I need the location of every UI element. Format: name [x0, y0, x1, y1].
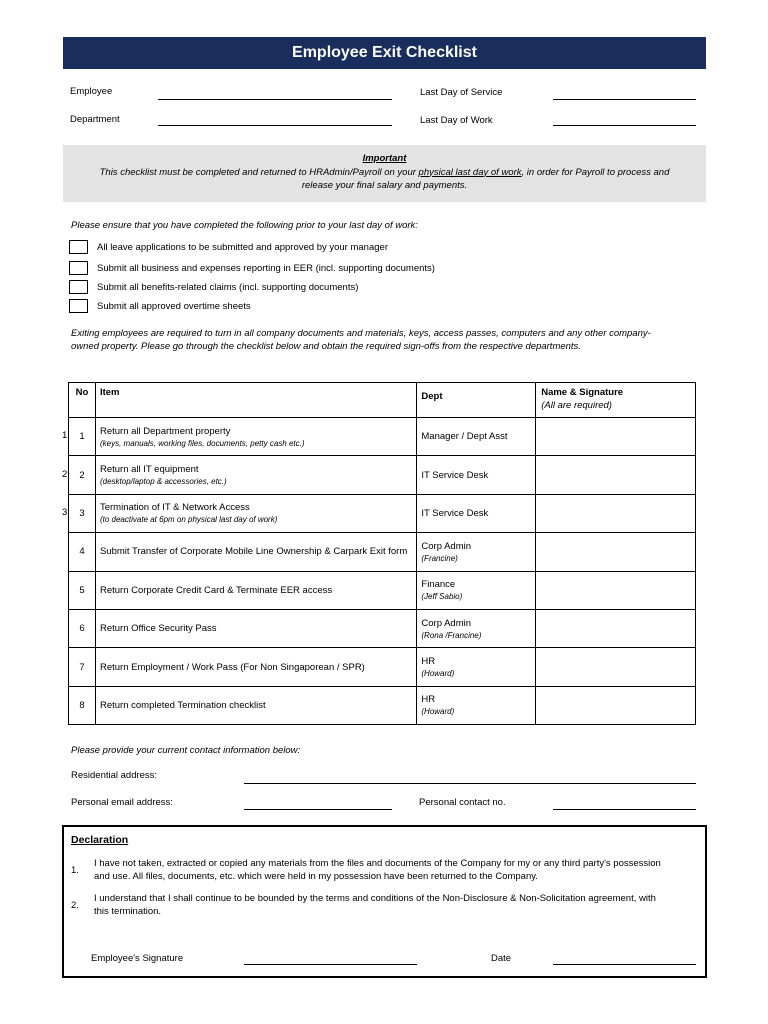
important-heading: Important [362, 153, 407, 164]
declaration-line: this termination. [94, 906, 162, 917]
row-dept-label: Finance [421, 579, 456, 591]
header-no: No [69, 383, 96, 418]
declaration-line: I understand that I shall continue to be bounded by the terms and conditions of the Non-Disclosure & Non-Solicitation agreement, with [94, 893, 656, 904]
prior-checkbox[interactable] [69, 261, 88, 275]
row-item-label: Termination of IT & Network Access [99, 502, 250, 514]
row-signature-cell[interactable] [536, 418, 696, 456]
row-item [95, 609, 416, 647]
exiting-note [71, 327, 711, 353]
declaration-title: Declaration [71, 834, 129, 846]
row-number: 4 [69, 533, 96, 571]
table-row [69, 609, 696, 647]
prior-item-label: Submit all business and expenses reporting in EER (incl. supporting documents) [97, 262, 435, 274]
declaration-number: 1. [71, 865, 79, 876]
row-item-sub: (keys, manuals, working files, documents, petty cash etc.) [99, 438, 305, 448]
row-number: 2 [69, 456, 96, 494]
row-dept [417, 648, 536, 686]
last-day-work-label: Last Day of Work [420, 115, 493, 126]
row-item [95, 494, 416, 532]
row-item [95, 533, 416, 571]
row-item-label: Return completed Termination checklist [99, 699, 266, 711]
signature-label: Employee's Signature [91, 953, 184, 964]
prior-checkbox[interactable] [69, 280, 88, 294]
row-item-label: Return all IT equipment [99, 464, 199, 476]
row-signature-cell[interactable] [536, 648, 696, 686]
table-row [69, 418, 696, 456]
table-row [69, 686, 696, 724]
row-item-label: Return all Department property [99, 425, 231, 437]
header-sign-sub: (All are required) [541, 400, 612, 411]
row-signature-cell[interactable] [536, 533, 696, 571]
table-row [69, 494, 696, 532]
employee-field[interactable] [158, 99, 392, 100]
row-dept [417, 571, 536, 609]
row-dept-label: Corp Admin [421, 540, 472, 552]
row-number: 6 [69, 609, 96, 647]
address-label: Residential address: [71, 770, 158, 781]
row-item-label: Return Employment / Work Pass (For Non Singaporean / SPR) [99, 661, 365, 673]
table-row [69, 533, 696, 571]
department-field[interactable] [158, 125, 392, 126]
row-signature-cell[interactable] [536, 686, 696, 724]
row-number: 7 [69, 648, 96, 686]
contact-intro: Please provide your current contact information below: [71, 745, 301, 756]
row-item [95, 648, 416, 686]
prior-item-row [69, 261, 435, 275]
employee-label: Employee [70, 86, 113, 97]
prior-item-label: Submit all benefits-related claims (incl. supporting documents) [97, 281, 359, 293]
prior-item-label: All leave applications to be submitted and approved by your manager [97, 241, 388, 253]
row-number: 5 [69, 571, 96, 609]
row-number: 8 [69, 686, 96, 724]
important-notice [63, 145, 706, 202]
row-item [95, 456, 416, 494]
email-label: Personal email address: [71, 797, 173, 808]
row-dept-label: HR [421, 694, 436, 706]
declaration-item [94, 857, 694, 883]
row-dept [417, 494, 536, 532]
side-number: 3 [62, 507, 68, 518]
header-item: Item [95, 383, 416, 418]
exiting-note-line-2: owned property. Please go through the checklist below and obtain the required sign-offs from the respective departments. [71, 341, 581, 352]
table-row [69, 456, 696, 494]
important-line-2: release your final salary and payments. [301, 180, 468, 191]
row-signature-cell[interactable] [536, 494, 696, 532]
last-day-service-field[interactable] [553, 99, 696, 100]
row-dept [417, 609, 536, 647]
prior-intro: Please ensure that you have completed the following prior to your last day of work: [71, 220, 418, 231]
table-row [69, 648, 696, 686]
row-item [95, 418, 416, 456]
last-day-work-field[interactable] [553, 125, 696, 126]
important-line-1 [63, 166, 706, 180]
table-row [69, 571, 696, 609]
physical-last-day-text: physical last day of work [418, 166, 522, 178]
phone-field[interactable] [553, 809, 696, 810]
declaration-line: and use. All files, documents, etc. which were held in my possession have been returned to the Company. [94, 871, 538, 882]
row-signature-cell[interactable] [536, 609, 696, 647]
row-number: 1 [69, 418, 96, 456]
row-signature-cell[interactable] [536, 571, 696, 609]
row-dept [417, 533, 536, 571]
declaration-number: 2. [71, 900, 79, 911]
row-dept-label: Corp Admin [421, 617, 472, 629]
department-label: Department [70, 114, 120, 125]
row-dept-label: Manager / Dept Asst [421, 431, 508, 443]
row-item [95, 571, 416, 609]
row-dept-label: HR [421, 656, 436, 668]
row-dept [417, 686, 536, 724]
row-item-label: Return Office Security Pass [99, 623, 217, 635]
prior-item-row [69, 240, 388, 254]
row-number: 3 [69, 494, 96, 532]
row-dept-label: IT Service Desk [421, 507, 489, 519]
row-signature-cell[interactable] [536, 456, 696, 494]
row-dept-label: IT Service Desk [421, 469, 489, 481]
signature-field[interactable] [244, 964, 417, 965]
row-dept-sub: (Howard) [421, 707, 455, 717]
exiting-note-line-1: Exiting employees are required to turn in all company documents and materials, keys, access passes, computers and any other company- [71, 328, 651, 339]
important-line-1-post: , in order for Payroll to process and [521, 166, 670, 178]
header-dept-label: Dept [421, 391, 443, 402]
row-dept-sub: (Jeff Sabio) [421, 592, 463, 602]
row-dept-sub: (Rona /Francine) [421, 630, 482, 640]
prior-checkbox[interactable] [69, 240, 88, 254]
page-title: Employee Exit Checklist [63, 37, 706, 69]
row-dept [417, 418, 536, 456]
row-item-label: Return Corporate Credit Card & Terminate EER access [99, 584, 333, 596]
header-sign [536, 383, 696, 418]
row-dept-sub: (Howard) [421, 669, 455, 679]
header-dept [417, 383, 536, 418]
row-dept [417, 456, 536, 494]
prior-checkbox[interactable] [69, 299, 88, 313]
row-item-label: Submit Transfer of Corporate Mobile Line Ownership & Carpark Exit form [99, 546, 408, 558]
last-day-service-label: Last Day of Service [420, 87, 503, 98]
date-field[interactable] [553, 964, 696, 965]
row-item-sub: (desktop/laptop & accessories, etc.) [99, 477, 227, 487]
side-number: 1 [62, 430, 68, 441]
declaration-item [94, 892, 694, 918]
important-line-1-pre: This checklist must be completed and returned to HRAdmin/Payroll on your [99, 166, 419, 178]
declaration-line: I have not taken, extracted or copied any materials from the files and documents of the Company for my or any third party's possession [94, 858, 661, 869]
header-sign-label: Name & Signature [541, 387, 624, 398]
prior-item-row [69, 299, 251, 313]
exit-checklist-table [68, 382, 696, 725]
row-item [95, 686, 416, 724]
email-field[interactable] [244, 809, 392, 810]
date-label: Date [491, 953, 512, 964]
row-item-sub: (to deactivate at 6pm on physical last day of work) [99, 515, 278, 525]
table-header-row [69, 383, 696, 418]
prior-item-row [69, 280, 358, 294]
phone-label: Personal contact no. [419, 797, 506, 808]
address-field[interactable] [244, 783, 696, 784]
row-dept-sub: (Francine) [421, 553, 458, 563]
prior-item-label: Submit all approved overtime sheets [97, 300, 251, 312]
side-number: 2 [62, 469, 68, 480]
